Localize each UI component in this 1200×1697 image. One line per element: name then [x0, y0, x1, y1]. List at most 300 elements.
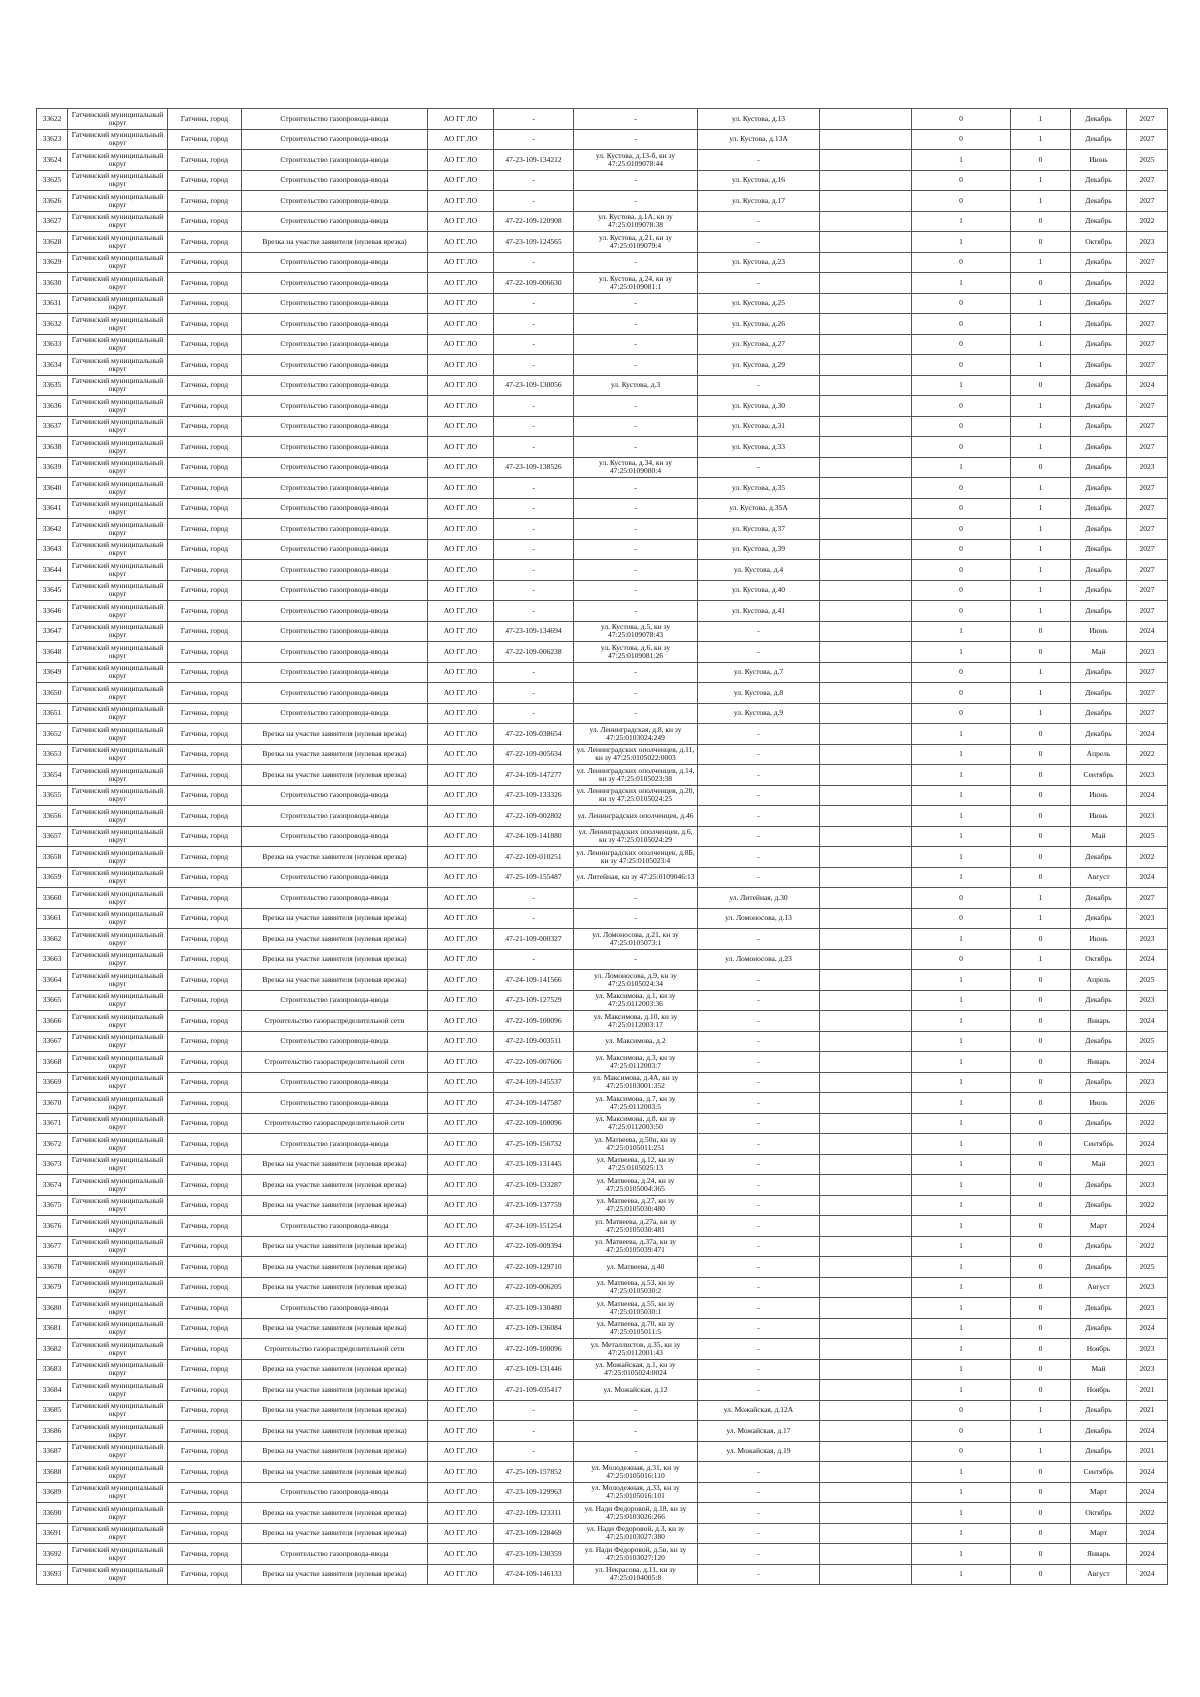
application-number-cell: -	[494, 498, 574, 519]
organization-cell: АО ГГ ЛО	[428, 232, 494, 253]
row-number-cell: 33660	[37, 888, 68, 909]
table-row	[37, 1093, 1168, 1114]
address-cell: -	[698, 1011, 820, 1032]
settlement-cell: Гатчина, город	[168, 478, 242, 499]
settlement-cell: Гатчина, город	[168, 1257, 242, 1278]
address-cell: -	[698, 457, 820, 478]
table-row	[37, 1113, 1168, 1134]
blank-cell	[820, 703, 912, 724]
year-cell: 2023	[1127, 1154, 1168, 1175]
organization-cell: АО ГГ ЛО	[428, 1298, 494, 1319]
count-a-cell: 1	[912, 970, 1011, 991]
row-number-cell: 33633	[37, 334, 68, 355]
organization-cell: АО ГГ ЛО	[428, 539, 494, 560]
work-type-cell: Строительство газопровода-ввода	[242, 519, 428, 540]
month-cell: Декабрь	[1071, 109, 1127, 130]
work-type-cell: Врезка на участке заявителя (нулевая врезка)	[242, 908, 428, 929]
row-number-cell: 33688	[37, 1462, 68, 1483]
count-a-cell: 1	[912, 867, 1011, 888]
table-row	[37, 1257, 1168, 1278]
row-number-cell: 33676	[37, 1216, 68, 1237]
application-number-cell: 47-23-109-128469	[494, 1523, 574, 1544]
settlement-cell: Гатчина, город	[168, 908, 242, 929]
work-type-cell: Строительство газораспределительной сети	[242, 1052, 428, 1073]
table-row	[37, 1236, 1168, 1257]
month-cell: Декабрь	[1071, 539, 1127, 560]
settlement-cell: Гатчина, город	[168, 785, 242, 806]
address-cell: -	[698, 744, 820, 765]
work-type-cell: Строительство газопровода-ввода	[242, 1031, 428, 1052]
count-b-cell: 0	[1011, 970, 1071, 991]
address-cell: ул. Кустова, д.4	[698, 560, 820, 581]
count-a-cell: 1	[912, 1339, 1011, 1360]
municipality-cell: Гатчинский муниципальный округ	[68, 970, 168, 991]
count-b-cell: 1	[1011, 519, 1071, 540]
cadastral-address-cell: ул. Матвеева, д.55, кн зу 47:25:0105030:1	[574, 1298, 698, 1319]
work-type-cell: Строительство газопровода-ввода	[242, 252, 428, 273]
organization-cell: АО ГГ ЛО	[428, 478, 494, 499]
cadastral-address-cell: ул. Максимова, д.2	[574, 1031, 698, 1052]
address-cell: ул. Ломоносова, д.13	[698, 908, 820, 929]
application-number-cell: -	[494, 580, 574, 601]
cadastral-address-cell: -	[574, 908, 698, 929]
count-a-cell: 1	[912, 1257, 1011, 1278]
row-number-cell: 33623	[37, 129, 68, 150]
count-b-cell: 0	[1011, 990, 1071, 1011]
year-cell: 2021	[1127, 1441, 1168, 1462]
work-type-cell: Врезка на участке заявителя (нулевая врезка)	[242, 1195, 428, 1216]
application-number-cell: 47-22-109-100096	[494, 1011, 574, 1032]
municipality-cell: Гатчинский муниципальный округ	[68, 1298, 168, 1319]
organization-cell: АО ГГ ЛО	[428, 1462, 494, 1483]
settlement-cell: Гатчина, город	[168, 1339, 242, 1360]
application-number-cell: 47-22-109-038654	[494, 724, 574, 745]
table-row	[37, 1441, 1168, 1462]
cadastral-address-cell: ул. Ленинградская, д.8, кн зу 47:25:0103024:249	[574, 724, 698, 745]
address-cell: ул. Кустова, д.16	[698, 170, 820, 191]
address-cell: -	[698, 826, 820, 847]
settlement-cell: Гатчина, город	[168, 580, 242, 601]
table-row	[37, 662, 1168, 683]
count-a-cell: 0	[912, 314, 1011, 335]
table-row	[37, 683, 1168, 704]
application-number-cell: 47-23-109-129963	[494, 1482, 574, 1503]
cadastral-address-cell: -	[574, 437, 698, 458]
blank-cell	[820, 765, 912, 786]
cadastral-address-cell: ул. Матвеева, д.50н, кн зу 47:25:0105011:251	[574, 1134, 698, 1155]
organization-cell: АО ГГ ЛО	[428, 375, 494, 396]
cadastral-address-cell: -	[574, 1400, 698, 1421]
cadastral-address-cell: ул. Нади Федоровой, д.5в, кн зу 47:25:0103027:120	[574, 1544, 698, 1565]
address-cell: -	[698, 1175, 820, 1196]
row-number-cell: 33687	[37, 1441, 68, 1462]
work-type-cell: Врезка на участке заявителя (нулевая врезка)	[242, 1236, 428, 1257]
application-number-cell: 47-22-109-100096	[494, 1113, 574, 1134]
blank-cell	[820, 826, 912, 847]
count-a-cell: 0	[912, 191, 1011, 212]
municipality-cell: Гатчинский муниципальный округ	[68, 478, 168, 499]
blank-cell	[820, 1175, 912, 1196]
cadastral-address-cell: ул. Можайская, д.12	[574, 1380, 698, 1401]
application-number-cell: 47-23-109-130359	[494, 1544, 574, 1565]
municipality-cell: Гатчинский муниципальный округ	[68, 580, 168, 601]
organization-cell: АО ГГ ЛО	[428, 970, 494, 991]
cadastral-address-cell: -	[574, 498, 698, 519]
municipality-cell: Гатчинский муниципальный округ	[68, 1482, 168, 1503]
cadastral-address-cell: ул. Ленинградских ополченцев, д.46	[574, 806, 698, 827]
count-a-cell: 1	[912, 642, 1011, 663]
row-number-cell: 33651	[37, 703, 68, 724]
application-number-cell: 47-22-109-009394	[494, 1236, 574, 1257]
address-cell: -	[698, 1195, 820, 1216]
blank-cell	[820, 601, 912, 622]
month-cell: Декабрь	[1071, 170, 1127, 191]
month-cell: Декабрь	[1071, 334, 1127, 355]
municipality-cell: Гатчинский муниципальный округ	[68, 1421, 168, 1442]
address-cell: ул. Кустова, д.37	[698, 519, 820, 540]
blank-cell	[820, 191, 912, 212]
work-type-cell: Строительство газопровода-ввода	[242, 109, 428, 130]
month-cell: Июнь	[1071, 150, 1127, 171]
year-cell: 2027	[1127, 129, 1168, 150]
organization-cell: АО ГГ ЛО	[428, 1482, 494, 1503]
cadastral-address-cell: ул. Максимова, д.7, кн зу 47:25:0112003:5	[574, 1093, 698, 1114]
work-type-cell: Врезка на участке заявителя (нулевая врезка)	[242, 970, 428, 991]
row-number-cell: 33683	[37, 1359, 68, 1380]
address-cell: -	[698, 1523, 820, 1544]
count-b-cell: 0	[1011, 1093, 1071, 1114]
application-number-cell: -	[494, 191, 574, 212]
municipality-cell: Гатчинский муниципальный округ	[68, 252, 168, 273]
address-cell: -	[698, 1031, 820, 1052]
organization-cell: АО ГГ ЛО	[428, 1154, 494, 1175]
work-type-cell: Врезка на участке заявителя (нулевая врезка)	[242, 232, 428, 253]
work-type-cell: Строительство газопровода-ввода	[242, 396, 428, 417]
organization-cell: АО ГГ ЛО	[428, 703, 494, 724]
row-number-cell: 33691	[37, 1523, 68, 1544]
year-cell: 2023	[1127, 765, 1168, 786]
municipality-cell: Гатчинский муниципальный округ	[68, 334, 168, 355]
application-number-cell: 47-25-109-157852	[494, 1462, 574, 1483]
application-number-cell: 47-24-109-147587	[494, 1093, 574, 1114]
table-row	[37, 929, 1168, 950]
cadastral-address-cell: ул. Молодежная, д.31, кн зу 47:25:0105016:110	[574, 1462, 698, 1483]
row-number-cell: 33668	[37, 1052, 68, 1073]
table-row	[37, 580, 1168, 601]
blank-cell	[820, 252, 912, 273]
settlement-cell: Гатчина, город	[168, 1031, 242, 1052]
cadastral-address-cell: -	[574, 293, 698, 314]
application-number-cell: -	[494, 888, 574, 909]
organization-cell: АО ГГ ЛО	[428, 1400, 494, 1421]
count-b-cell: 0	[1011, 765, 1071, 786]
month-cell: Декабрь	[1071, 560, 1127, 581]
organization-cell: АО ГГ ЛО	[428, 416, 494, 437]
row-number-cell: 33673	[37, 1154, 68, 1175]
settlement-cell: Гатчина, город	[168, 191, 242, 212]
blank-cell	[820, 375, 912, 396]
organization-cell: АО ГГ ЛО	[428, 293, 494, 314]
row-number-cell: 33669	[37, 1072, 68, 1093]
address-cell: -	[698, 970, 820, 991]
organization-cell: АО ГГ ЛО	[428, 191, 494, 212]
count-b-cell: 0	[1011, 1195, 1071, 1216]
blank-cell	[820, 560, 912, 581]
municipality-cell: Гатчинский муниципальный округ	[68, 703, 168, 724]
year-cell: 2024	[1127, 1011, 1168, 1032]
municipality-cell: Гатчинский муниципальный округ	[68, 1544, 168, 1565]
year-cell: 2027	[1127, 519, 1168, 540]
application-number-cell: 47-23-109-124565	[494, 232, 574, 253]
table-row	[37, 1154, 1168, 1175]
blank-cell	[820, 580, 912, 601]
count-b-cell: 0	[1011, 273, 1071, 294]
count-a-cell: 1	[912, 150, 1011, 171]
cadastral-address-cell: -	[574, 191, 698, 212]
organization-cell: АО ГГ ЛО	[428, 1564, 494, 1585]
address-cell: -	[698, 929, 820, 950]
count-a-cell: 0	[912, 1441, 1011, 1462]
month-cell: Декабрь	[1071, 191, 1127, 212]
work-type-cell: Врезка на участке заявителя (нулевая врезка)	[242, 949, 428, 970]
cadastral-address-cell: ул. Максимова, д.4А, кн зу 47:25:0103001:352	[574, 1072, 698, 1093]
count-a-cell: 0	[912, 478, 1011, 499]
blank-cell	[820, 1134, 912, 1155]
month-cell: Декабрь	[1071, 1072, 1127, 1093]
row-number-cell: 33654	[37, 765, 68, 786]
work-type-cell: Строительство газопровода-ввода	[242, 785, 428, 806]
settlement-cell: Гатчина, город	[168, 539, 242, 560]
work-type-cell: Врезка на участке заявителя (нулевая врезка)	[242, 929, 428, 950]
organization-cell: АО ГГ ЛО	[428, 1544, 494, 1565]
year-cell: 2023	[1127, 929, 1168, 950]
blank-cell	[820, 1503, 912, 1524]
address-cell: ул. Кустова, д.39	[698, 539, 820, 560]
cadastral-address-cell: -	[574, 170, 698, 191]
year-cell: 2023	[1127, 990, 1168, 1011]
year-cell: 2027	[1127, 888, 1168, 909]
cadastral-address-cell: ул. Максимова, д.3, кн зу 47:25:0112003:7	[574, 1052, 698, 1073]
month-cell: Сентябрь	[1071, 1134, 1127, 1155]
count-a-cell: 1	[912, 375, 1011, 396]
work-type-cell: Строительство газопровода-ввода	[242, 806, 428, 827]
address-cell: ул. Литейная, д.30	[698, 888, 820, 909]
row-number-cell: 33652	[37, 724, 68, 745]
table-row	[37, 355, 1168, 376]
municipality-cell: Гатчинский муниципальный округ	[68, 170, 168, 191]
table-row	[37, 847, 1168, 868]
count-b-cell: 0	[1011, 744, 1071, 765]
row-number-cell: 33686	[37, 1421, 68, 1442]
settlement-cell: Гатчина, город	[168, 560, 242, 581]
month-cell: Декабрь	[1071, 908, 1127, 929]
year-cell: 2027	[1127, 662, 1168, 683]
municipality-cell: Гатчинский муниципальный округ	[68, 396, 168, 417]
month-cell: Январь	[1071, 1011, 1127, 1032]
blank-cell	[820, 1277, 912, 1298]
municipality-cell: Гатчинский муниципальный округ	[68, 1236, 168, 1257]
count-a-cell: 0	[912, 109, 1011, 130]
table-row	[37, 1011, 1168, 1032]
table-row	[37, 1277, 1168, 1298]
cadastral-address-cell: ул. Ленинградских ополченцев, д.20, кн зу 47:25:0105024:25	[574, 785, 698, 806]
organization-cell: АО ГГ ЛО	[428, 1257, 494, 1278]
address-cell: -	[698, 990, 820, 1011]
month-cell: Декабрь	[1071, 683, 1127, 704]
work-type-cell: Строительство газопровода-ввода	[242, 437, 428, 458]
cadastral-address-cell: ул. Литейная, кн зу 47:25:0109046:13	[574, 867, 698, 888]
count-b-cell: 0	[1011, 1154, 1071, 1175]
month-cell: Август	[1071, 1277, 1127, 1298]
table-row	[37, 498, 1168, 519]
count-b-cell: 1	[1011, 191, 1071, 212]
work-type-cell: Строительство газопровода-ввода	[242, 601, 428, 622]
month-cell: Декабрь	[1071, 1175, 1127, 1196]
row-number-cell: 33640	[37, 478, 68, 499]
month-cell: Август	[1071, 1564, 1127, 1585]
row-number-cell: 33680	[37, 1298, 68, 1319]
blank-cell	[820, 683, 912, 704]
count-b-cell: 0	[1011, 867, 1071, 888]
cadastral-address-cell: ул. Кустова, д.13-б, кн зу 47:25:0109078:44	[574, 150, 698, 171]
municipality-cell: Гатчинский муниципальный округ	[68, 191, 168, 212]
table-row	[37, 1421, 1168, 1442]
municipality-cell: Гатчинский муниципальный округ	[68, 437, 168, 458]
organization-cell: АО ГГ ЛО	[428, 908, 494, 929]
work-type-cell: Строительство газопровода-ввода	[242, 703, 428, 724]
count-a-cell: 1	[912, 1462, 1011, 1483]
application-number-cell: -	[494, 355, 574, 376]
year-cell: 2023	[1127, 1072, 1168, 1093]
work-type-cell: Строительство газопровода-ввода	[242, 662, 428, 683]
cadastral-address-cell: -	[574, 580, 698, 601]
application-number-cell: -	[494, 908, 574, 929]
settlement-cell: Гатчина, город	[168, 1503, 242, 1524]
count-b-cell: 0	[1011, 1339, 1071, 1360]
organization-cell: АО ГГ ЛО	[428, 150, 494, 171]
table-row	[37, 109, 1168, 130]
municipality-cell: Гатчинский муниципальный округ	[68, 1175, 168, 1196]
count-b-cell: 0	[1011, 621, 1071, 642]
cadastral-address-cell: ул. Матвеева, д.70, кн зу 47:25:0105011:5	[574, 1318, 698, 1339]
count-b-cell: 0	[1011, 1216, 1071, 1237]
municipality-cell: Гатчинский муниципальный округ	[68, 1216, 168, 1237]
blank-cell	[820, 355, 912, 376]
row-number-cell: 33645	[37, 580, 68, 601]
cadastral-address-cell: -	[574, 478, 698, 499]
application-number-cell: -	[494, 1441, 574, 1462]
application-number-cell: -	[494, 396, 574, 417]
municipality-cell: Гатчинский муниципальный округ	[68, 1113, 168, 1134]
year-cell: 2023	[1127, 1175, 1168, 1196]
blank-cell	[820, 888, 912, 909]
application-number-cell: 47-25-109-155487	[494, 867, 574, 888]
blank-cell	[820, 1113, 912, 1134]
organization-cell: АО ГГ ЛО	[428, 1277, 494, 1298]
year-cell: 2023	[1127, 1339, 1168, 1360]
municipality-cell: Гатчинский муниципальный округ	[68, 1359, 168, 1380]
application-number-cell: -	[494, 519, 574, 540]
application-number-cell: 47-22-109-120908	[494, 211, 574, 232]
row-number-cell: 33675	[37, 1195, 68, 1216]
blank-cell	[820, 129, 912, 150]
application-number-cell: 47-23-109-137759	[494, 1195, 574, 1216]
cadastral-address-cell: -	[574, 252, 698, 273]
settlement-cell: Гатчина, город	[168, 662, 242, 683]
organization-cell: АО ГГ ЛО	[428, 867, 494, 888]
blank-cell	[820, 273, 912, 294]
municipality-cell: Гатчинский муниципальный округ	[68, 929, 168, 950]
row-number-cell: 33693	[37, 1564, 68, 1585]
address-cell: -	[698, 150, 820, 171]
address-cell: -	[698, 1113, 820, 1134]
settlement-cell: Гатчина, город	[168, 1421, 242, 1442]
table-row	[37, 826, 1168, 847]
address-cell: -	[698, 1339, 820, 1360]
count-b-cell: 1	[1011, 908, 1071, 929]
blank-cell	[820, 1523, 912, 1544]
address-cell: ул. Можайская, д.12А	[698, 1400, 820, 1421]
settlement-cell: Гатчина, город	[168, 990, 242, 1011]
cadastral-address-cell: -	[574, 1441, 698, 1462]
cadastral-address-cell: -	[574, 703, 698, 724]
address-cell: -	[698, 1503, 820, 1524]
year-cell: 2027	[1127, 396, 1168, 417]
address-cell: -	[698, 724, 820, 745]
blank-cell	[820, 109, 912, 130]
year-cell: 2024	[1127, 1216, 1168, 1237]
count-b-cell: 1	[1011, 580, 1071, 601]
settlement-cell: Гатчина, город	[168, 1277, 242, 1298]
count-b-cell: 1	[1011, 355, 1071, 376]
count-b-cell: 0	[1011, 211, 1071, 232]
table-row	[37, 416, 1168, 437]
blank-cell	[820, 662, 912, 683]
municipality-cell: Гатчинский муниципальный округ	[68, 990, 168, 1011]
municipality-cell: Гатчинский муниципальный округ	[68, 355, 168, 376]
row-number-cell: 33635	[37, 375, 68, 396]
settlement-cell: Гатчина, город	[168, 396, 242, 417]
month-cell: Декабрь	[1071, 662, 1127, 683]
municipality-cell: Гатчинский муниципальный округ	[68, 539, 168, 560]
organization-cell: АО ГГ ЛО	[428, 211, 494, 232]
count-b-cell: 0	[1011, 232, 1071, 253]
count-b-cell: 0	[1011, 1113, 1071, 1134]
year-cell: 2027	[1127, 437, 1168, 458]
year-cell: 2027	[1127, 334, 1168, 355]
table-row	[37, 1503, 1168, 1524]
work-type-cell: Строительство газопровода-ввода	[242, 642, 428, 663]
address-cell: -	[698, 642, 820, 663]
application-number-cell: 47-24-109-151254	[494, 1216, 574, 1237]
count-a-cell: 1	[912, 724, 1011, 745]
address-cell: ул. Кустова, д.35А	[698, 498, 820, 519]
settlement-cell: Гатчина, город	[168, 1564, 242, 1585]
work-type-cell: Врезка на участке заявителя (нулевая врезка)	[242, 1359, 428, 1380]
table-row	[37, 642, 1168, 663]
year-cell: 2024	[1127, 1523, 1168, 1544]
year-cell: 2023	[1127, 806, 1168, 827]
organization-cell: АО ГГ ЛО	[428, 724, 494, 745]
address-cell: ул. Кустова, д.13А	[698, 129, 820, 150]
table-row	[37, 1462, 1168, 1483]
work-type-cell: Строительство газопровода-ввода	[242, 1093, 428, 1114]
table-row	[37, 1544, 1168, 1565]
address-cell: ул. Кустова, д.26	[698, 314, 820, 335]
address-cell: -	[698, 785, 820, 806]
table-row	[37, 765, 1168, 786]
table-row	[37, 867, 1168, 888]
